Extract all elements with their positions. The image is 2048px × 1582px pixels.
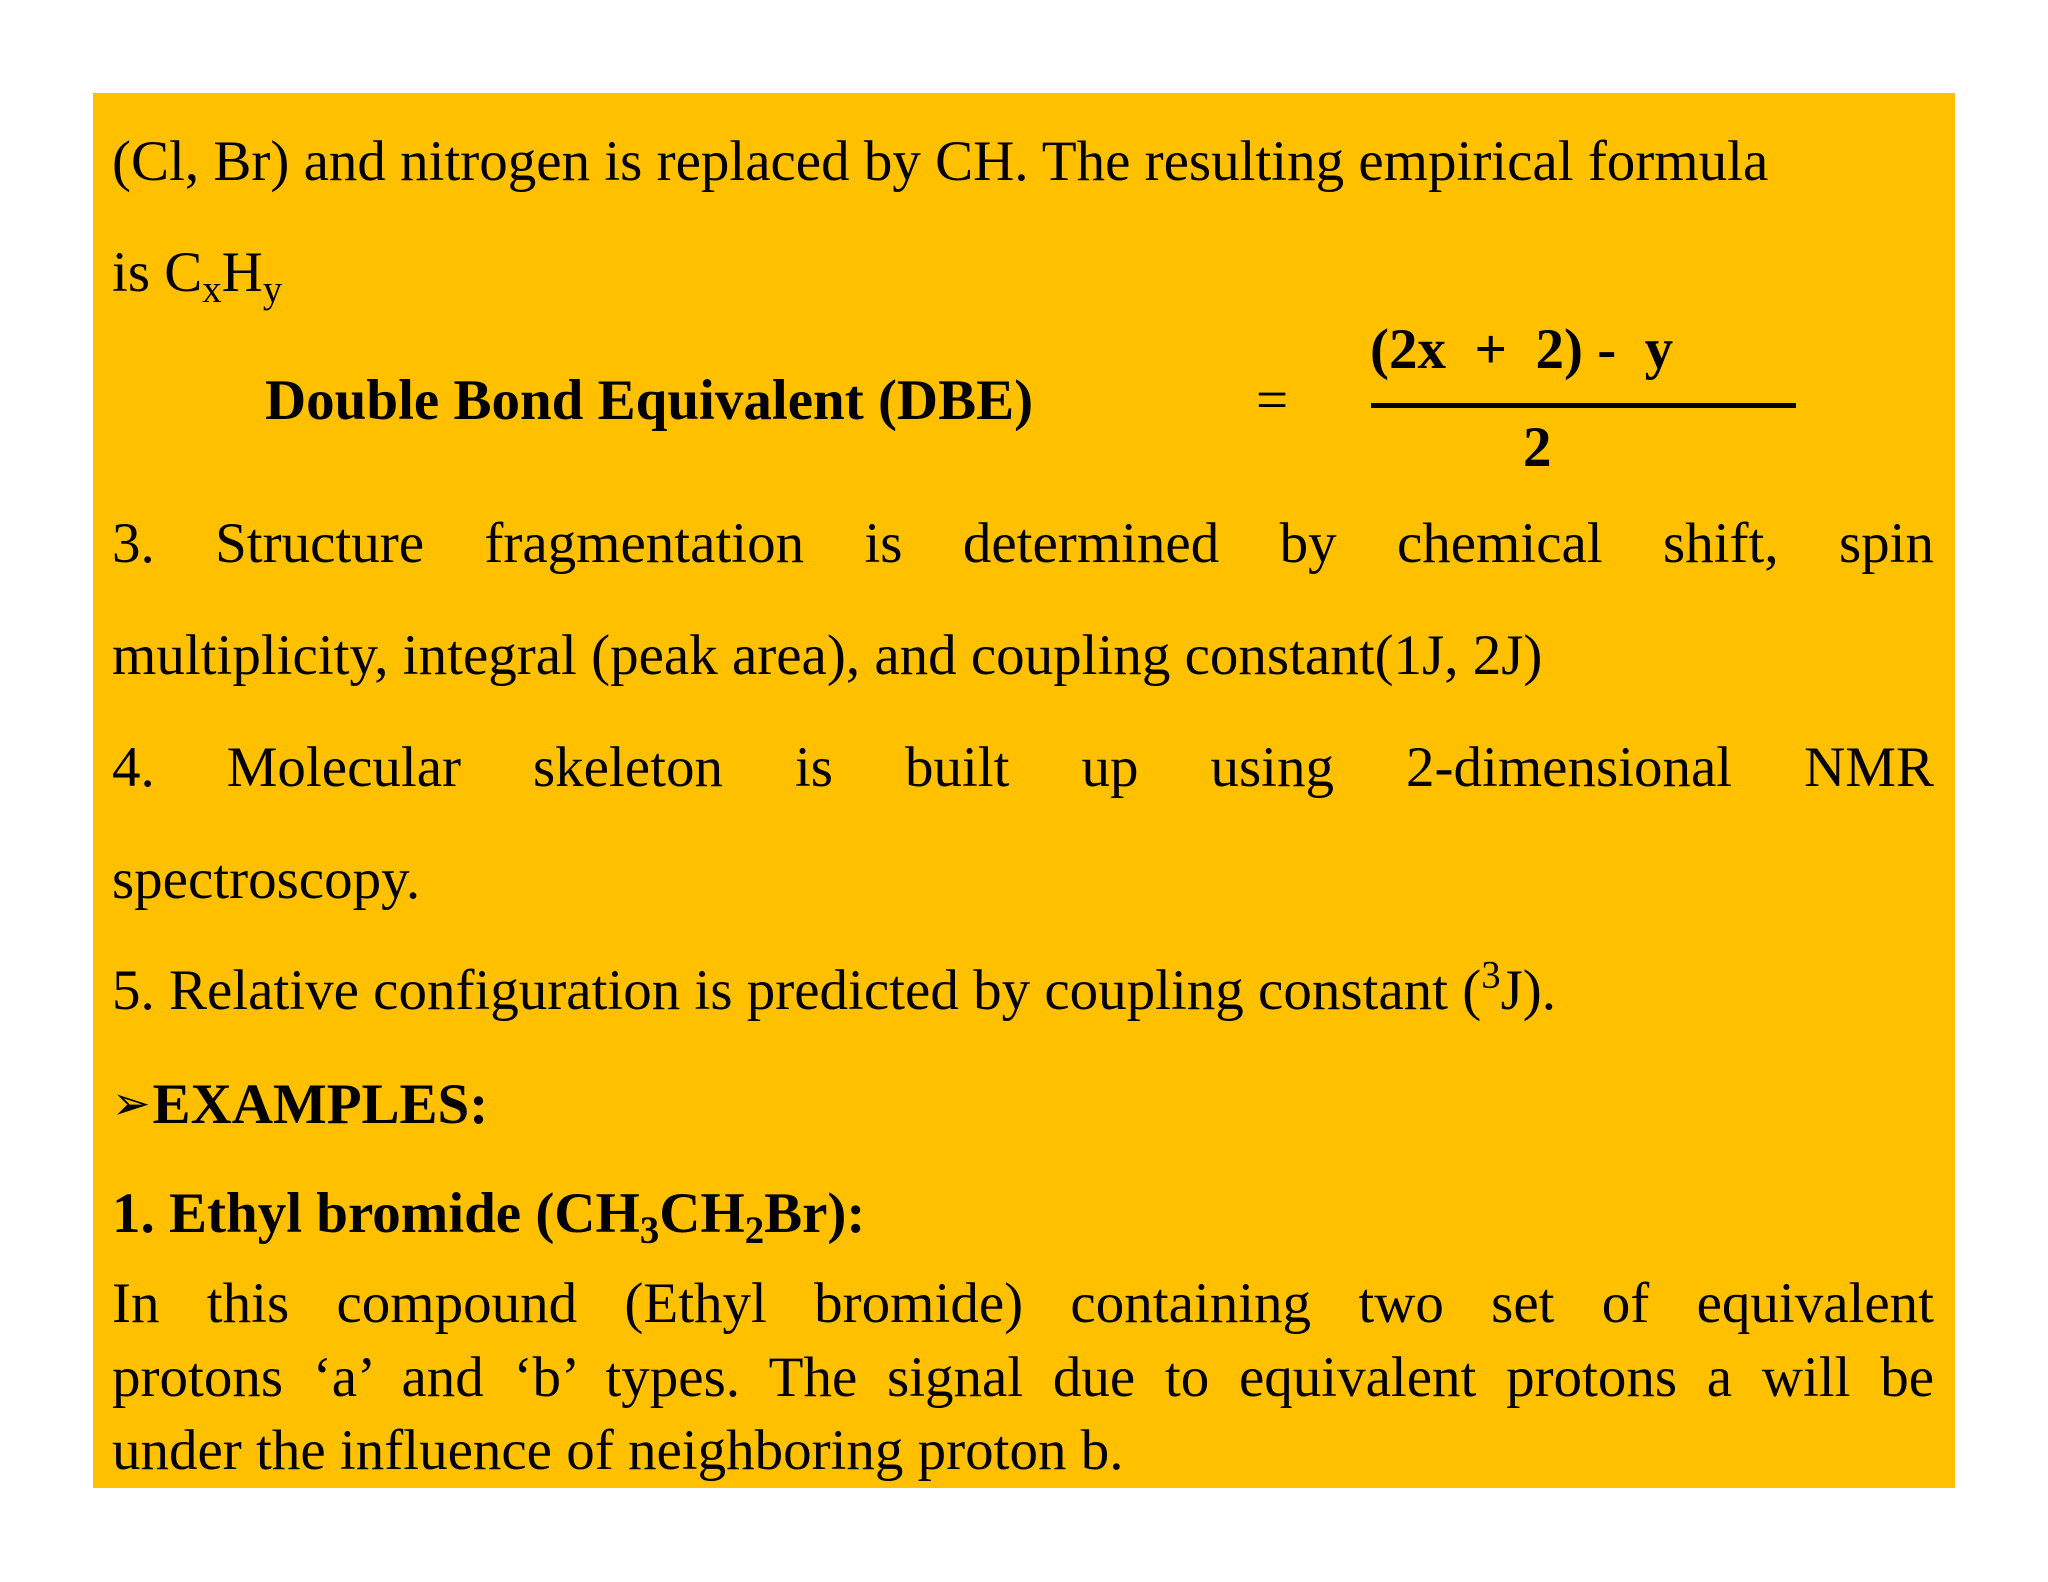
arrowhead-bullet-icon: ➢ xyxy=(112,1076,151,1130)
intro-line-1 xyxy=(112,127,1934,197)
formula-subscript-x: x xyxy=(202,267,222,311)
example-1-para-text-2: protons ‘a’ and ‘b’ types. The signal due to equivalent protons a will be xyxy=(112,1346,1934,1409)
point-5-suffix: J). xyxy=(1500,959,1557,1022)
point-5-line xyxy=(112,953,1934,1026)
example-1-para-line-3 xyxy=(112,1416,1934,1486)
point-4-line-1 xyxy=(112,733,1934,803)
point-3-line-1 xyxy=(112,509,1934,579)
point-5-superscript: 3 xyxy=(1481,953,1501,997)
example-1-subscript-3: 3 xyxy=(639,1208,660,1252)
fraction-numerator: (2x + 2) - y xyxy=(1370,318,1674,381)
example-1-title-mid: CH xyxy=(659,1182,745,1245)
intro-line-2 xyxy=(112,238,1934,311)
fraction-bar xyxy=(1371,403,1796,408)
point-4-text-1: 4. Molecular skeleton is built up using 2-dimensional NMR xyxy=(112,736,1934,799)
formula-hydrogen: H xyxy=(221,241,263,304)
point-3-line-2 xyxy=(112,621,1934,691)
content-panel xyxy=(93,93,1955,1488)
formula-prefix: is C xyxy=(112,241,203,304)
intro-text-1: (Cl, Br) and nitrogen is replaced by CH. The resulting empirical formula xyxy=(112,130,1769,193)
point-4-text-2: spectroscopy. xyxy=(112,848,421,911)
example-1-para-line-1 xyxy=(112,1269,1934,1339)
point-4-line-2 xyxy=(112,845,1934,915)
example-1-para-text-1: In this compound (Ethyl bromide) containing two set of equivalent xyxy=(112,1272,1934,1335)
example-1-title-suffix: Br): xyxy=(764,1182,866,1245)
example-1-para-line-2 xyxy=(112,1343,1934,1413)
point-3-text-1: 3. Structure fragmentation is determined by chemical shift, spin xyxy=(112,512,1934,575)
point-3-text-2: multiplicity, integral (peak area), and coupling constant(1J, 2J) xyxy=(112,624,1543,687)
example-1-para-text-3: under the influence of neighboring proton b. xyxy=(112,1419,1124,1482)
example-1-subscript-2: 2 xyxy=(744,1208,765,1252)
fraction-denominator: 2 xyxy=(1523,416,1552,479)
point-5-text: 5. Relative configuration is predicted by coupling constant ( xyxy=(112,959,1482,1022)
example-1-title xyxy=(112,1179,1934,1252)
example-1-title-prefix: 1. Ethyl bromide (CH xyxy=(112,1182,640,1245)
dbe-label: Double Bond Equivalent (DBE) xyxy=(265,369,1034,432)
examples-heading xyxy=(112,1068,1934,1140)
examples-heading-text: EXAMPLES: xyxy=(152,1073,489,1136)
equals-sign: = xyxy=(1256,369,1289,432)
formula-subscript-y: y xyxy=(262,267,283,311)
